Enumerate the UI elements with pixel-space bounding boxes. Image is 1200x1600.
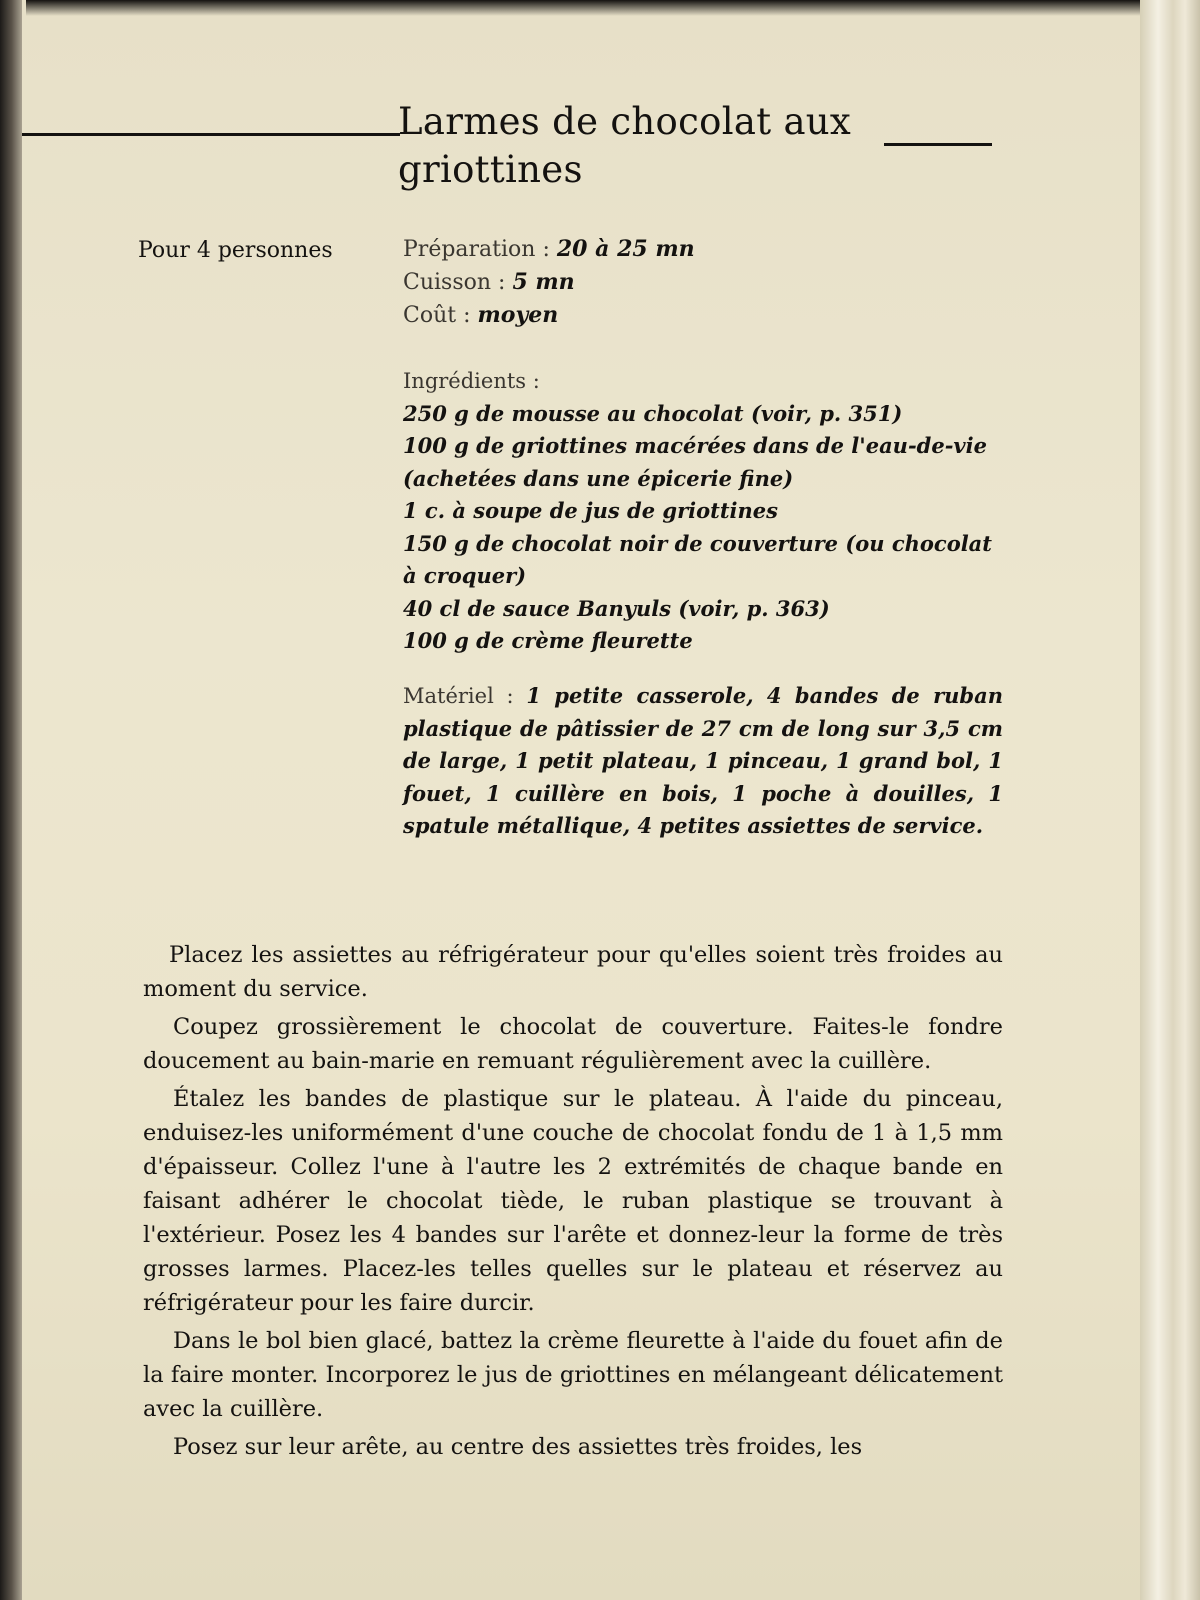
step-paragraph: Placez les assiettes au réfrigérateur pour qu'elles soient très froides au moment du service. [143, 942, 1003, 1002]
ingredients-label: Ingrédients : [403, 369, 540, 393]
materiel-label: Matériel : [403, 684, 514, 708]
ingredient-item: 150 g de chocolat noir de couverture (ou chocolat à croquer) [403, 530, 992, 588]
cout-line [403, 299, 1003, 332]
cuisson-value: 5 mn [512, 269, 575, 295]
recipe-steps [143, 938, 1003, 1468]
recipe-title: Larmes de chocolat aux griottines [398, 100, 852, 191]
materiel-text: 1 petite casserole, 4 bandes de ruban plastique de pâtissier de 27 cm de long sur 3,5 cm de large, 1 petit plateau, 1 pinceau, 1 grand bol, 1 fouet, 1 cuillère en bois, 1 poche à douilles, 1 spatule métallique, 4 petites assiettes de service. [403, 683, 1003, 838]
preparation-label: Préparation : [403, 237, 550, 262]
step-paragraph: Dans le bol bien glacé, battez la crème fleurette à l'aide du fouet afin de la faire monter. Incorporez le jus de griottines en mélangeant délicatement avec la cuillère. [143, 1328, 1003, 1422]
cout-label: Coût : [403, 303, 471, 328]
servings: Pour 4 personnes [138, 238, 333, 263]
preparation-value: 20 à 25 mn [556, 236, 695, 262]
ingredient-item: 40 cl de sauce Banyuls (voir, p. 363) [403, 595, 830, 621]
step-paragraph: Étalez les bandes de plastique sur le plateau. À l'aide du pinceau, enduisez-les uniformément d'une couche de chocolat fondu de 1 à 1,5 mm d'épaisseur. Collez l'une à l'autre les 2 extrémités de chaque bande en faisant adhérer le chocolat tiède, le ruban plastique se trouvant à l'extérieur. Posez les 4 bandes sur l'arête et donnez-leur la forme de très grosses larmes. Placez-les telles quelles sur le plateau et réservez au réfrigérateur pour les faire durcir. [143, 1086, 1003, 1316]
ingredient-item: 250 g de mousse au chocolat (voir, p. 351) [403, 400, 903, 426]
cuisson-label: Cuisson : [403, 270, 506, 295]
title-rule-left [22, 133, 400, 136]
ingredient-item: 100 g de griottines macérées dans de l'eau-de-vie (achetées dans une épicerie fine) [403, 433, 987, 491]
step-paragraph: Posez sur leur arête, au centre des assiettes très froides, les [173, 1434, 863, 1460]
preparation-line [403, 233, 1003, 266]
ingredient-item: 1 c. à soupe de jus de griottines [403, 498, 778, 523]
step-paragraph: Coupez grossièrement le chocolat de couverture. Faites-le fondre doucement au bain-marie en remuant régulièrement avec la cuillère. [143, 1014, 1003, 1074]
title-rule-right [884, 143, 992, 146]
ingredients-list [403, 398, 1003, 658]
page-edges [1140, 0, 1200, 1600]
top-shadow [26, 0, 1140, 16]
ingredient-item: 100 g de crème fleurette [403, 628, 693, 653]
materiel-section [403, 680, 1003, 843]
book-page [22, 0, 1140, 1600]
ingredients-section [403, 365, 1003, 658]
cuisson-line [403, 266, 1003, 299]
cout-value: moyen [477, 302, 559, 328]
recipe-meta [403, 233, 1003, 332]
